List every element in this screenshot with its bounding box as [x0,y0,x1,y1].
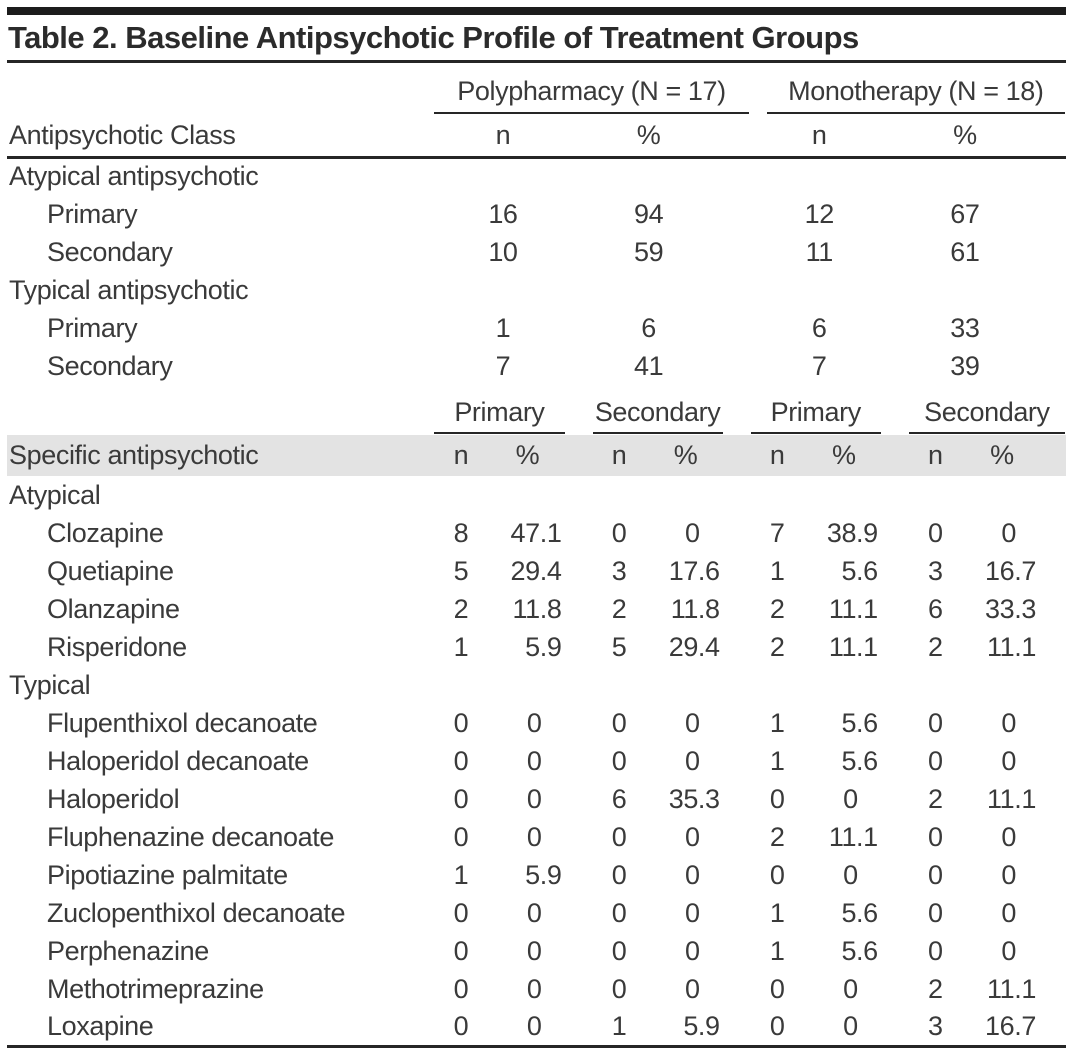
group-label-polypharmacy: Polypharmacy (N = 17) [434,76,748,114]
table-row [7,970,1066,1008]
top-rule-bar [7,7,1066,15]
n-cell: 0 [927,707,943,738]
pct-cell: 0 [526,783,542,814]
row-label: Quetiapine [47,555,174,586]
col-header-n: n [750,115,908,157]
pct-cell: 35.3 [668,783,720,814]
n-cell: 16 [488,198,518,229]
pct-cell: 0 [685,897,700,928]
pct-cell: 5.9 [647,1008,750,1046]
col-header-pct: % [592,115,750,157]
n-cell: 7 [769,517,785,548]
n-cell: 1 [769,555,785,586]
pct-cell: 0 [843,859,858,890]
pct-cell: 5.9 [525,631,562,662]
group-header-secondary-polypharmacy [592,385,750,435]
table-row [7,856,1066,894]
pct-cell: 59 [633,236,664,267]
group-label-monotherapy: Monotherapy (N = 18) [767,76,1065,114]
pct-cell: 11.8 [512,593,562,624]
n-cell: 2 [769,821,785,852]
group-header-monotherapy [750,63,1066,115]
col-header-pct: % [908,115,1066,157]
n-cell: 0 [453,821,469,852]
table-row [7,271,1066,309]
col-header-n: n [769,440,785,470]
pct-cell: 0 [685,821,700,852]
n-cell: 0 [453,745,469,776]
n-cell: 0 [453,897,469,928]
row-label: Fluphenazine decanoate [47,821,334,852]
pct-cell: 0 [1001,935,1016,966]
pct-cell: 61 [950,236,980,267]
row-label: Clozapine [47,517,164,548]
n-cell: 3 [927,555,943,586]
pct-cell: 0 [685,517,700,548]
table-title: Table 2. Baseline Antipsychotic Profile of Treatment Groups [8,20,859,55]
table-row [7,666,1066,704]
n-cell: 0 [611,707,627,738]
row-label: Loxapine [7,1008,433,1046]
pct-cell: 0 [843,973,858,1004]
n-cell: 0 [927,859,943,890]
pct-cell: 29.4 [668,631,720,662]
n-cell: 5 [453,555,469,586]
n-cell: 0 [611,517,627,548]
n-cell: 0 [927,821,943,852]
pct-cell: 39 [950,350,980,381]
pct-cell: 0 [526,935,542,966]
row-label: Olanzapine [47,593,180,624]
table-row [7,780,1066,818]
group-header-polypharmacy [433,63,749,115]
n-cell: 2 [927,973,943,1004]
n-cell: 7 [811,350,827,381]
table-row [7,628,1066,666]
n-cell: 1 [495,312,511,343]
n-cell: 0 [927,745,943,776]
n-cell: 1 [769,935,785,966]
row-label: Atypical [9,479,101,510]
row-label: Perphenazine [47,935,209,966]
row-label: Typical [9,669,91,700]
pct-cell: 0 [526,745,542,776]
pct-cell: 5.6 [841,555,878,586]
table-row [7,818,1066,856]
specific-row-header: Specific antipsychotic [9,440,259,470]
n-cell: 1 [769,897,785,928]
pct-cell: 94 [633,198,664,229]
table-row [7,476,1066,514]
n-cell: 0 [769,973,785,1004]
baseline-antipsychotic-table [7,63,1066,1048]
table-row [7,894,1066,932]
specific-section-header [7,385,1066,476]
pct-cell: 11.1 [828,593,878,624]
pct-cell: 16.7 [985,555,1036,586]
pct-cell: 0 [685,859,700,890]
n-cell: 3 [908,1008,963,1046]
pct-cell: 0 [685,973,700,1004]
spacer-cell [7,385,433,435]
table-row [7,704,1066,742]
group-label-primary: Primary [751,397,881,434]
n-cell: 3 [611,555,627,586]
primary-secondary-header-row [7,385,1066,435]
pct-cell: 0 [526,973,542,1004]
pct-cell: 0 [1001,707,1016,738]
pct-cell: 0 [685,935,700,966]
pct-cell: 0 [526,707,542,738]
n-cell: 1 [592,1008,647,1046]
col-header-n: n [927,440,943,470]
table-row [7,157,1066,195]
pct-cell: 11.1 [987,973,1036,1004]
group-header-primary-monotherapy [750,385,908,435]
n-cell: 0 [611,973,627,1004]
class-section-header [7,63,1066,157]
pct-cell: 0 [685,707,700,738]
n-cell: 1 [453,859,469,890]
specific-section-body [7,476,1066,1046]
n-cell: 2 [927,631,943,662]
n-cell: 0 [611,935,627,966]
pct-cell: 11.1 [828,631,878,662]
specific-header-band-row [7,435,1066,476]
row-label: Zuclopenthixol decanoate [47,897,346,928]
n-cell: 0 [453,707,469,738]
col-header-pct: % [673,440,698,470]
n-cell: 0 [769,783,785,814]
pct-cell: 0 [1001,859,1016,890]
n-cell: 2 [611,593,627,624]
class-row-header: Antipsychotic Class [7,115,433,157]
pct-cell: 5.6 [841,897,878,928]
group-label-secondary: Secondary [909,397,1065,434]
pct-cell: 0 [1001,821,1016,852]
n-cell: 0 [453,973,469,1004]
pct-cell: 0 [526,897,542,928]
pct-cell: 5.6 [841,707,878,738]
treatment-group-header-row [7,63,1066,115]
group-label-secondary: Secondary [593,397,723,434]
n-cell: 7 [495,350,511,381]
pct-cell: 41 [633,350,664,381]
n-cell: 0 [453,935,469,966]
pct-cell: 33 [950,312,980,343]
pct-cell: 67 [950,198,980,229]
row-label: Methotrimeprazine [47,973,264,1004]
table-row [7,233,1066,271]
spacer-cell [7,63,433,115]
row-label: Primary [47,312,138,343]
row-label: Secondary [47,236,173,267]
pct-cell: 11.1 [828,821,878,852]
pct-cell: 5.6 [841,935,878,966]
row-label: Risperidone [47,631,187,662]
n-cell: 2 [927,783,943,814]
n-cell: 0 [750,1008,805,1046]
col-header-n: n [433,115,591,157]
pct-cell: 47.1 [510,517,562,548]
pct-cell: 38.9 [826,517,878,548]
pct-cell: 0 [1001,897,1016,928]
table-row [7,309,1066,347]
table-row [7,195,1066,233]
table-row [7,1008,1066,1046]
n-cell: 0 [611,897,627,928]
pct-cell: 16.7 [963,1008,1066,1046]
row-label: Pipotiazine palmitate [47,859,288,890]
n-cell: 0 [927,517,943,548]
pct-cell: 11.1 [987,631,1036,662]
pct-cell: 11.1 [987,783,1036,814]
n-cell: 0 [769,859,785,890]
col-header-pct: % [831,440,856,470]
n-cell: 5 [611,631,627,662]
pct-cell: 0 [488,1008,591,1046]
n-cell: 10 [488,236,518,267]
row-label: Flupenthixol decanoate [47,707,318,738]
pct-cell: 0 [1001,517,1016,548]
row-label: Atypical antipsychotic [9,161,259,192]
group-header-secondary-monotherapy [908,385,1066,435]
n-cell: 0 [433,1008,488,1046]
n-cell: 0 [611,745,627,776]
row-label: Primary [47,198,138,229]
col-header-pct: % [990,440,1014,470]
n-cell: 12 [804,198,834,229]
n-cell: 2 [769,631,785,662]
n-cell: 0 [611,821,627,852]
n-cell: 6 [927,593,943,624]
n-cell: 8 [453,517,469,548]
group-header-primary-polypharmacy [433,385,591,435]
pct-cell: 29.4 [510,555,562,586]
n-cell: 6 [811,312,827,343]
pct-cell: 0 [805,1008,908,1046]
n-cell: 2 [453,593,469,624]
table-row [7,347,1066,385]
table-row [7,514,1066,552]
pct-cell: 0 [843,783,858,814]
pct-cell: 0 [1001,745,1016,776]
table-row [7,742,1066,780]
class-section-body [7,157,1066,385]
n-cell: 0 [927,935,943,966]
pct-cell: 5.9 [525,859,562,890]
pct-cell: 0 [685,745,700,776]
pct-cell: 33.3 [985,593,1036,624]
n-cell: 1 [769,707,785,738]
table-row [7,552,1066,590]
row-label: Haloperidol [47,783,180,814]
n-cell: 11 [805,236,833,267]
table-row [7,590,1066,628]
col-header-n: n [611,440,627,470]
pct-cell: 6 [641,312,656,343]
row-label: Typical antipsychotic [9,274,249,305]
n-cell: 1 [769,745,785,776]
n-cell: 6 [611,783,627,814]
pct-cell: 5.6 [841,745,878,776]
col-header-pct: % [515,440,540,470]
n-cell: 0 [927,897,943,928]
row-label: Secondary [47,350,173,381]
col-header-n: n [453,440,469,470]
class-subcol-header-row [7,115,1066,157]
n-cell: 2 [769,593,785,624]
pct-cell: 11.8 [670,593,720,624]
table-row [7,932,1066,970]
n-cell: 1 [453,631,469,662]
n-cell: 0 [611,859,627,890]
n-cell: 0 [453,783,469,814]
pct-cell: 17.6 [668,555,720,586]
group-label-primary: Primary [434,397,564,434]
pct-cell: 0 [526,821,542,852]
row-label: Haloperidol decanoate [47,745,309,776]
